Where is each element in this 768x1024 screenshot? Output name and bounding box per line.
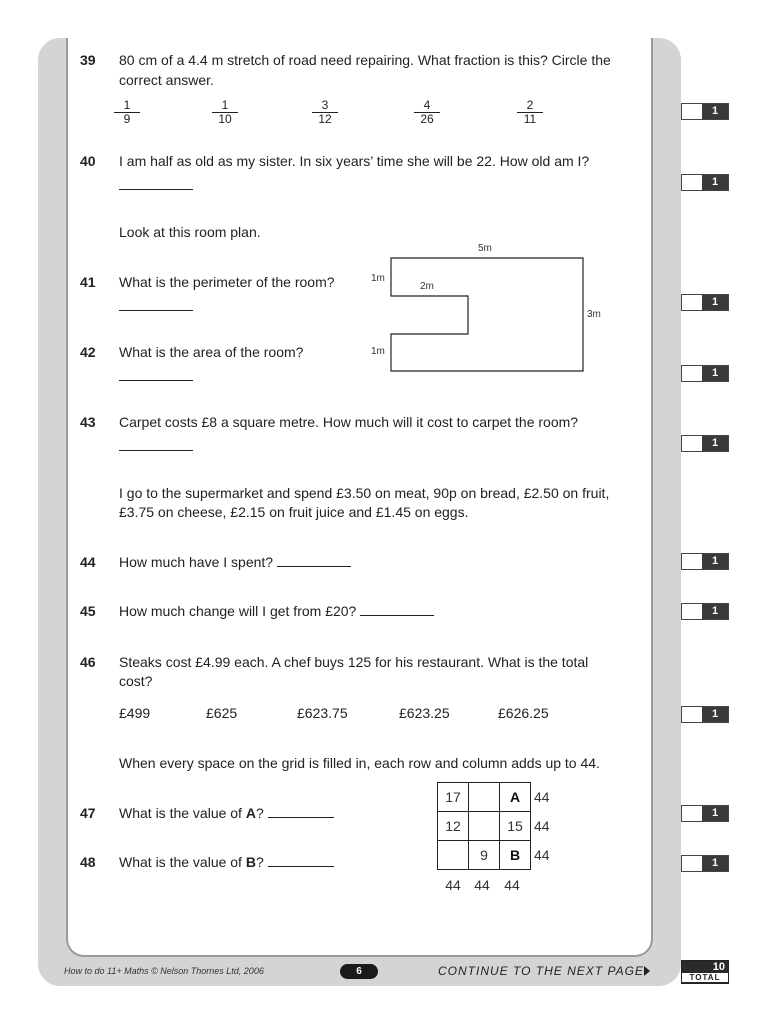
answer-option[interactable]: £623.75: [297, 705, 348, 721]
column-sum: 44: [474, 877, 490, 893]
dimension-label-notch: 2m: [420, 281, 434, 292]
grid-cell: 12: [438, 812, 469, 841]
question-text: correct answer.: [119, 72, 214, 88]
question-text: 80 cm of a 4.4 m stretch of road need repairing. What fraction is this? Circle the: [119, 52, 611, 68]
answer-line[interactable]: [119, 450, 193, 451]
question-text-inline: What is the value of: [119, 805, 246, 821]
grid-cell[interactable]: [469, 783, 500, 812]
grid-cell: 15: [500, 812, 531, 841]
row-sum: 44: [534, 847, 550, 863]
total-label: TOTAL: [682, 973, 728, 982]
question-text: [119, 803, 334, 823]
answer-line[interactable]: [119, 380, 193, 381]
question-text: [119, 601, 434, 621]
grid-cell: 17: [438, 783, 469, 812]
variable-label: A: [245, 805, 256, 821]
total-box-fill: [682, 961, 728, 983]
question-number: 39: [80, 52, 96, 68]
numerator: 2: [517, 99, 543, 113]
denominator: 12: [318, 112, 332, 126]
arrow-right-icon: [644, 966, 650, 976]
grid-row: [438, 783, 531, 812]
answer-option[interactable]: £626.25: [498, 705, 549, 721]
question-number: 43: [80, 414, 96, 430]
dimension-label-right: 3m: [587, 309, 601, 320]
numerator: 4: [414, 99, 440, 113]
mark-box[interactable]: [681, 855, 729, 872]
answer-option[interactable]: £499: [119, 705, 151, 721]
grid-cell: 9: [469, 841, 500, 870]
fraction-option[interactable]: [114, 99, 140, 126]
variable-label: B: [245, 854, 256, 870]
room-plan-diagram: [385, 252, 590, 377]
grid-cell[interactable]: [438, 841, 469, 870]
mark-value: 1: [702, 554, 728, 569]
question-number: 44: [80, 554, 96, 570]
mark-value: 1: [702, 366, 728, 381]
mark-value: 1: [702, 295, 728, 310]
denominator: 10: [218, 112, 232, 126]
question-text: [119, 852, 334, 872]
grid-row: [438, 812, 531, 841]
question-text: What is the area of the room?: [119, 344, 304, 360]
mark-box[interactable]: [681, 435, 729, 452]
numerator: 3: [312, 99, 338, 113]
column-sum: 44: [504, 877, 520, 893]
dimension-label-top: 5m: [478, 243, 492, 254]
mark-value: 1: [702, 806, 728, 821]
grid-cell[interactable]: [469, 812, 500, 841]
section-intro: I go to the supermarket and spend £3.50 on meat, 90p on bread, £2.50 on fruit,: [119, 485, 610, 501]
numerator: 1: [212, 99, 238, 113]
answer-line[interactable]: [277, 552, 351, 567]
answer-line[interactable]: [119, 189, 193, 190]
answer-line[interactable]: [268, 852, 334, 867]
mark-box[interactable]: [681, 603, 729, 620]
question-text: cost?: [119, 673, 153, 689]
mark-box[interactable]: [681, 706, 729, 723]
question-number: 46: [80, 654, 96, 670]
question-text-inline: ?: [255, 854, 264, 870]
question-text: What is the perimeter of the room?: [119, 274, 335, 290]
question-text-inline: How much have I spent?: [119, 554, 274, 570]
mark-box[interactable]: [681, 174, 729, 191]
footer-credit: How to do 11+ Maths © Nelson Thornes Ltd, 2006: [64, 966, 264, 976]
total-value: 10: [712, 961, 725, 973]
column-sum: 44: [445, 877, 461, 893]
fraction-option[interactable]: [312, 99, 338, 126]
question-text-inline: ?: [255, 805, 264, 821]
fraction-option[interactable]: [517, 99, 543, 126]
section-intro: Look at this room plan.: [119, 224, 261, 240]
fraction-option[interactable]: [212, 99, 238, 126]
section-intro: £3.75 on cheese, £2.15 on fruit juice and £1.45 on eggs.: [119, 504, 469, 520]
question-number: 40: [80, 153, 96, 169]
question-number: 47: [80, 805, 96, 821]
mark-value: 1: [702, 604, 728, 619]
question-text: Steaks cost £4.99 each. A chef buys 125 for his restaurant. What is the total: [119, 654, 589, 670]
mark-value: 1: [702, 104, 728, 119]
mark-box[interactable]: [681, 365, 729, 382]
mark-value: 1: [702, 175, 728, 190]
question-text: Carpet costs £8 a square metre. How much will it cost to carpet the room?: [119, 414, 579, 430]
denominator: 26: [420, 112, 434, 126]
denominator: 9: [123, 112, 131, 126]
dimension-label-left-top: 1m: [371, 273, 385, 284]
answer-line[interactable]: [268, 803, 334, 818]
answer-option[interactable]: £623.25: [399, 705, 450, 721]
question-number: 45: [80, 603, 96, 619]
section-intro: When every space on the grid is filled in, each row and column adds up to 44.: [119, 755, 600, 771]
question-text: [119, 552, 351, 572]
question-number: 41: [80, 274, 96, 290]
row-sum: 44: [534, 789, 550, 805]
mark-value: 1: [702, 436, 728, 451]
fraction-option[interactable]: [414, 99, 440, 126]
mark-box[interactable]: [681, 103, 729, 120]
grid-row: [438, 841, 531, 870]
mark-box[interactable]: [681, 553, 729, 570]
answer-option[interactable]: £625: [206, 705, 238, 721]
row-sum: 44: [534, 818, 550, 834]
mark-box[interactable]: [681, 294, 729, 311]
answer-line[interactable]: [119, 310, 193, 311]
question-text-inline: How much change will I get from £20?: [119, 603, 357, 619]
mark-box[interactable]: [681, 805, 729, 822]
grid-cell: B: [500, 841, 531, 870]
numerator: 1: [114, 99, 140, 113]
question-text: I am half as old as my sister. In six years’ time she will be 22. How old am I?: [119, 153, 590, 169]
mark-value: 1: [702, 856, 728, 871]
page-number: 6: [340, 964, 378, 979]
grid-cell: A: [500, 783, 531, 812]
question-number: 48: [80, 854, 96, 870]
dimension-label-left-bottom: 1m: [371, 346, 385, 357]
number-grid: [437, 782, 531, 870]
question-text-inline: What is the value of: [119, 854, 246, 870]
answer-line[interactable]: [360, 601, 434, 616]
mark-value: 1: [702, 707, 728, 722]
total-box[interactable]: [681, 960, 729, 984]
continue-text: CONTINUE TO THE NEXT PAGE: [438, 964, 644, 978]
question-number: 42: [80, 344, 96, 360]
denominator: 11: [523, 112, 537, 126]
